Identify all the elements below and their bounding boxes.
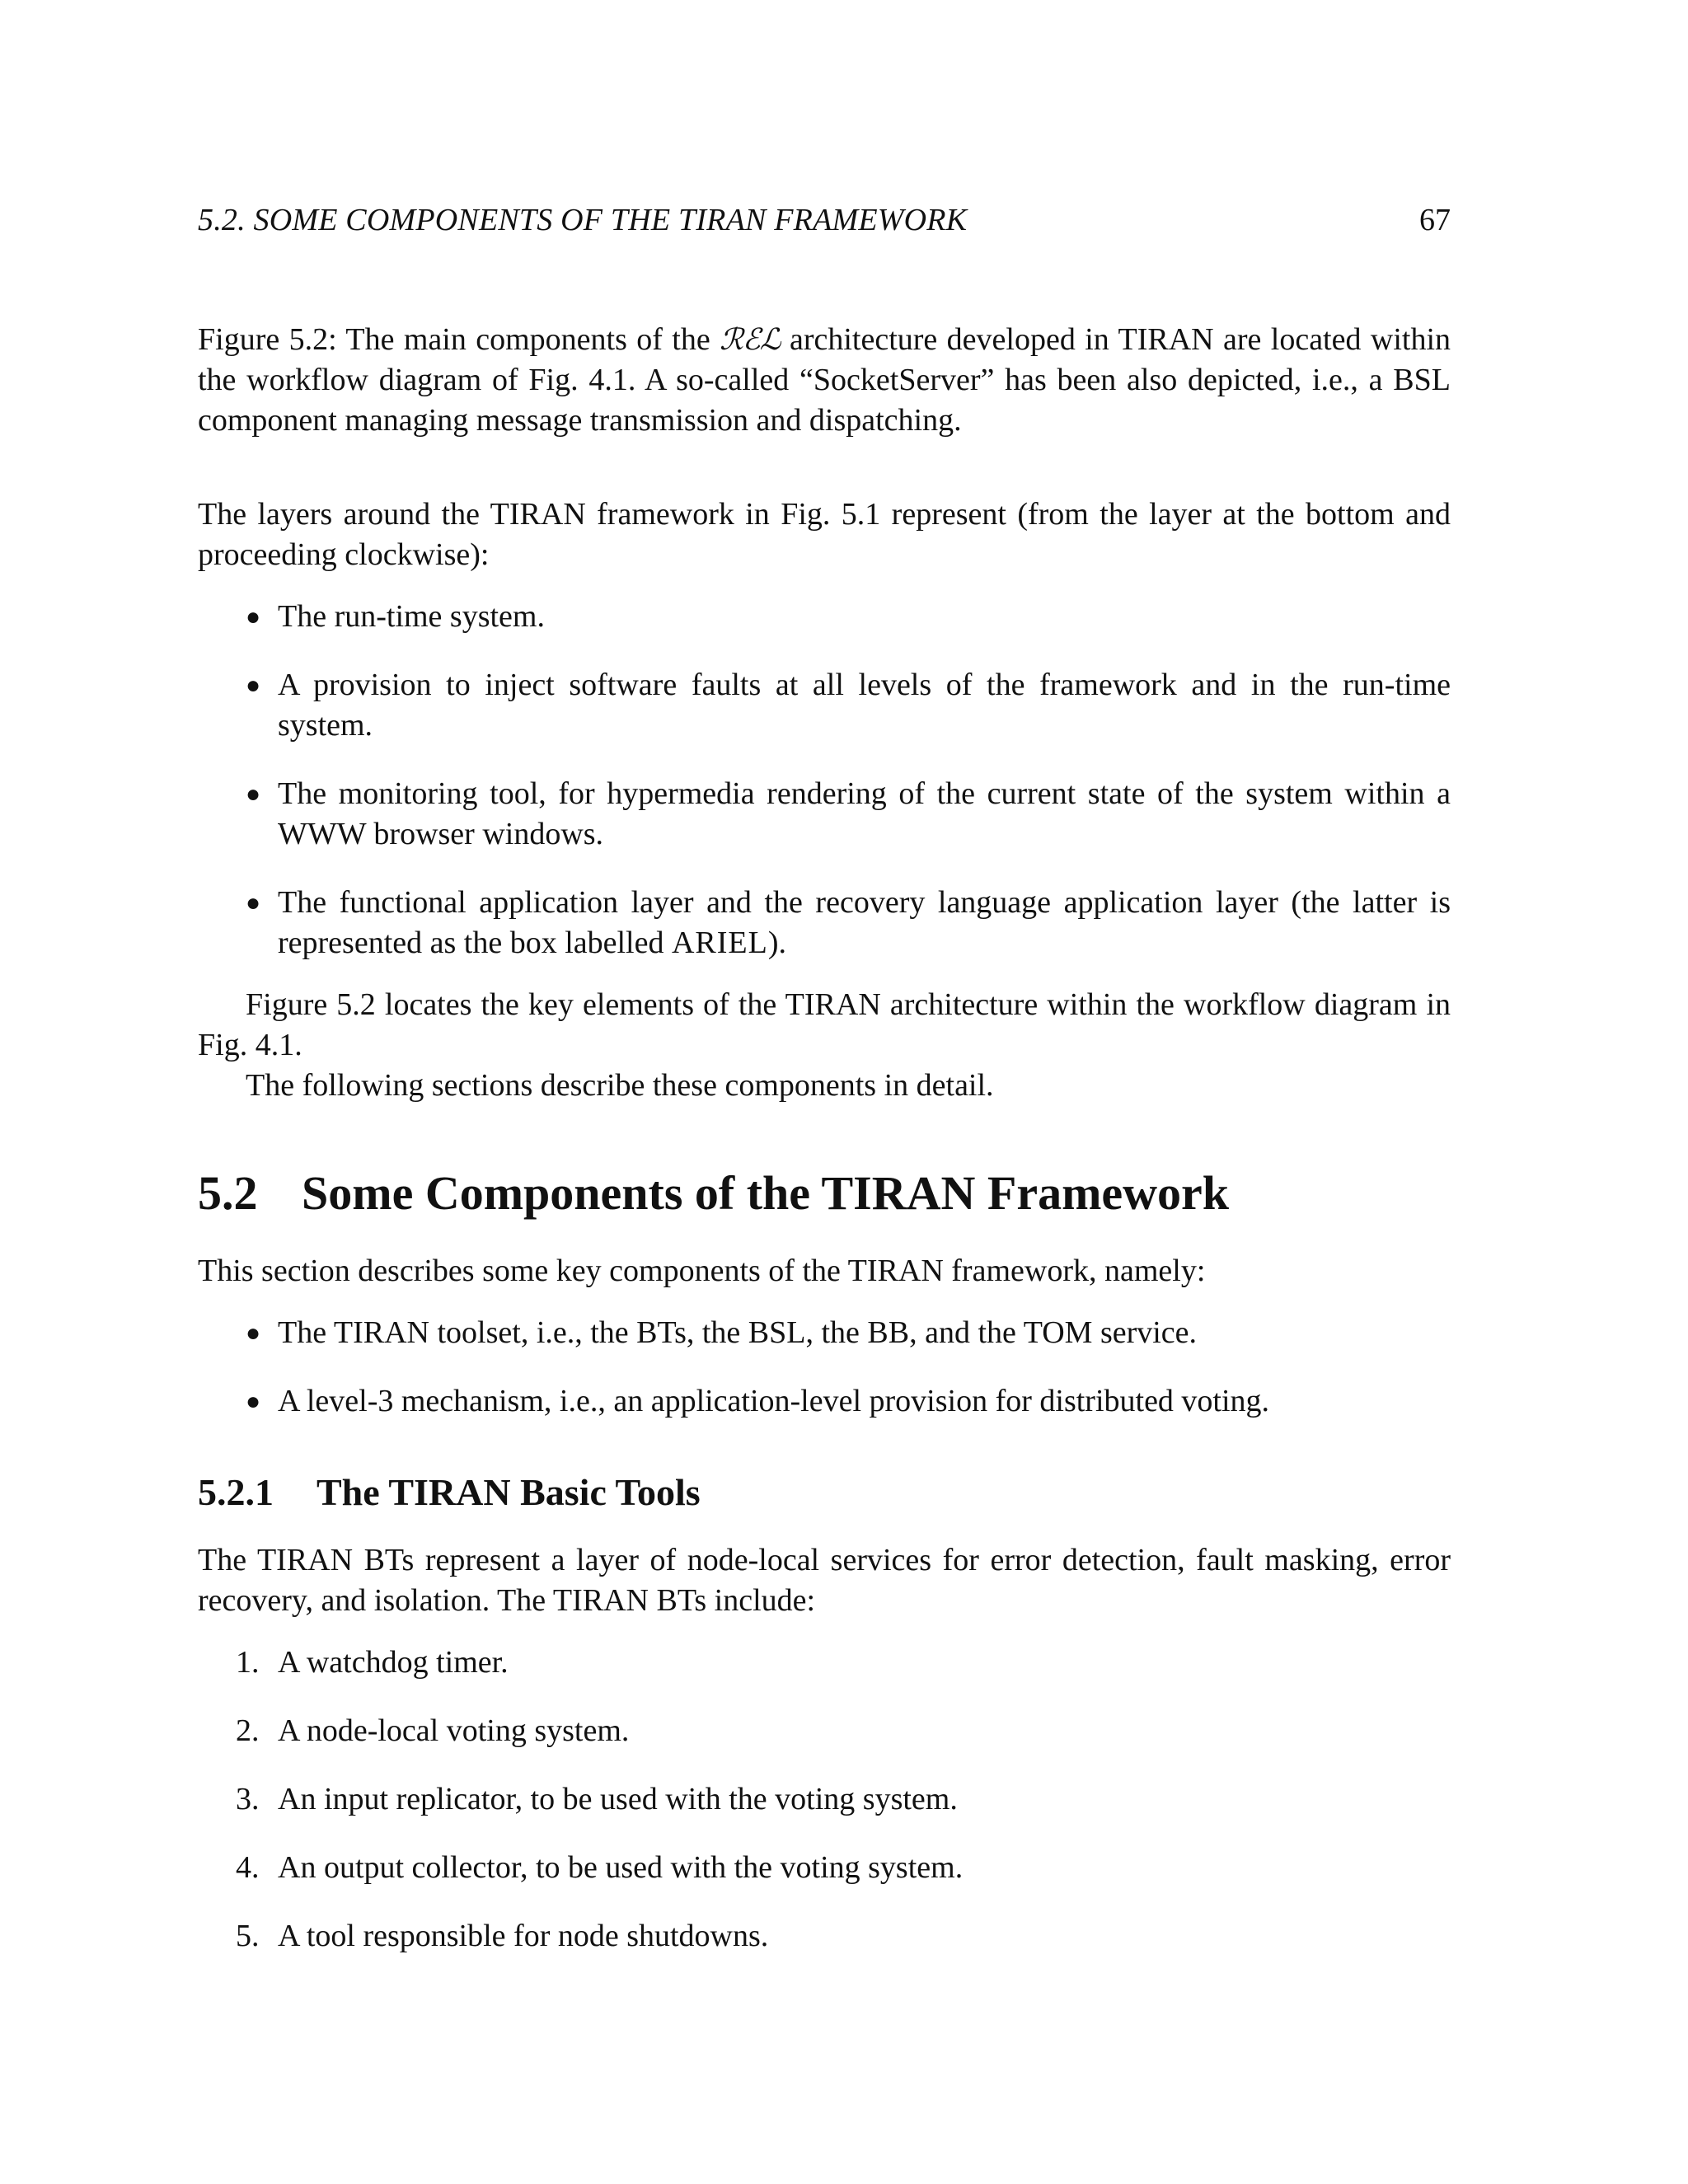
list-item	[198, 1779, 1451, 1820]
item-number: 1.	[236, 1645, 260, 1680]
document-page	[198, 0, 1451, 2184]
list-item	[198, 1916, 1451, 1957]
list-item-text: A provision to inject software faults at all levels of the framework and in the run-time system.	[278, 668, 1451, 743]
page-number: 67	[1419, 203, 1451, 237]
bullet-icon: ●	[246, 780, 261, 808]
bullet-icon: ●	[246, 672, 261, 699]
basic-tools-list	[198, 1643, 1451, 1957]
components-list	[198, 1313, 1451, 1422]
list-item-text: A watchdog timer.	[278, 1645, 509, 1680]
list-item	[198, 1848, 1451, 1888]
figure-reference-paragraph: Figure 5.2 locates the key elements of the TIRAN architecture within the workflow diagram in Fig. 4.1.	[198, 987, 1451, 1062]
section-title: Some Components of the TIRAN Framework	[302, 1166, 1230, 1220]
list-item-text: The monitoring tool, for hypermedia rendering of the current state of the system within a WWW browser windows.	[278, 776, 1451, 851]
item-number: 4.	[236, 1850, 260, 1885]
subsection-heading	[198, 1469, 1451, 1516]
list-item-text: An input replicator, to be used with the voting system.	[278, 1782, 958, 1816]
bullet-icon: ●	[246, 889, 261, 916]
list-item	[198, 1381, 1451, 1422]
list-item	[198, 1711, 1451, 1751]
list-item-text: A node-local voting system.	[278, 1713, 630, 1748]
caption-prefix: Figure 5.2: The main components of the	[198, 322, 720, 357]
rel-logo: ℛℰℒ	[720, 323, 781, 357]
section-number: 5.2	[198, 1166, 258, 1220]
bullet-icon: ●	[246, 1388, 261, 1415]
list-item-text: The functional application layer and the recovery language application layer (the latter is represented as the box labelled	[278, 885, 1451, 960]
list-item-text: The TIRAN toolset, i.e., the BTs, the BSL, the BB, and the TOM service.	[278, 1315, 1198, 1350]
running-header	[198, 201, 1451, 239]
list-item-text: An output collector, to be used with the voting system.	[278, 1850, 964, 1885]
ariel-label: ARIEL	[671, 926, 768, 960]
following-sections-paragraph: The following sections describe these components in detail.	[246, 1068, 994, 1103]
bullet-icon: ●	[246, 1319, 261, 1347]
list-item	[198, 1643, 1451, 1683]
section-paragraph: This section describes some key components of the TIRAN framework, namely:	[198, 1254, 1206, 1288]
item-number: 5.	[236, 1919, 260, 1953]
list-item	[198, 883, 1451, 963]
subsection-title: The TIRAN Basic Tools	[316, 1471, 701, 1513]
list-item-text: A tool responsible for node shutdowns.	[278, 1919, 769, 1953]
caption-suffix: architecture developed in TIRAN are located within the workflow diagram of Fig. 4.1. A so-called “SocketServer” has been also depicted, i.e., a BSL component managing message transmission and dispatching.	[198, 322, 1451, 438]
running-title: 5.2. SOME COMPONENTS OF THE TIRAN FRAMEWORK	[198, 203, 968, 237]
bullet-icon: ●	[246, 603, 261, 630]
item-number: 2.	[236, 1713, 260, 1748]
section-heading	[198, 1165, 1451, 1221]
list-item-text: A level-3 mechanism, i.e., an application-level provision for distributed voting.	[278, 1384, 1270, 1418]
subsection-paragraph: The TIRAN BTs represent a layer of node-local services for error detection, fault masking, error recovery, and isolation. The TIRAN BTs include:	[198, 1543, 1451, 1618]
intro-paragraph: The layers around the TIRAN framework in Fig. 5.1 represent (from the layer at the bottom and proceeding clockwise):	[198, 497, 1451, 572]
list-item	[198, 665, 1451, 746]
body-text	[198, 320, 1451, 1978]
item-number: 3.	[236, 1782, 260, 1816]
list-item	[198, 774, 1451, 855]
list-item-suffix: ).	[767, 926, 786, 960]
layers-list	[198, 597, 1451, 963]
list-item	[198, 597, 1451, 637]
figure-caption	[198, 320, 1451, 441]
subsection-number: 5.2.1	[198, 1471, 274, 1513]
list-item	[198, 1313, 1451, 1353]
list-item-text: The run-time system.	[278, 599, 545, 634]
